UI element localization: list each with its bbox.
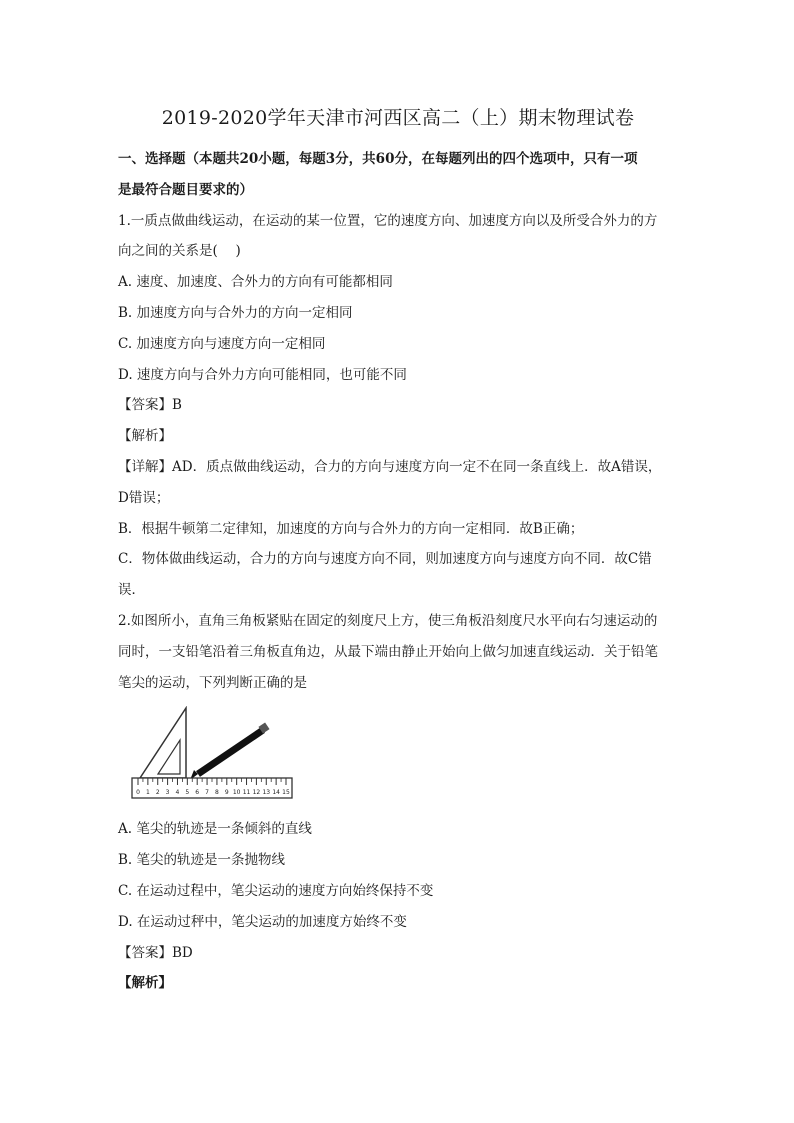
question-2-option-a: A. 笔尖的轨迹是一条倾斜的直线 [118,821,312,838]
question-1-detail-line-3: B．根据牛顿第二定律知，加速度的方向与合外力的方向一定相同．故B正确； [118,520,584,537]
question-1-detail-line-2: D错误； [118,489,170,506]
ruler-number: 13 [262,789,271,797]
ruler-number: 0 [136,789,140,797]
ruler-triangle-pencil-figure [128,706,298,806]
pencil-icon [190,723,270,781]
ruler-number: 6 [195,789,200,797]
question-1-detail-line-5: 误． [118,582,145,599]
question-1-stem-line-2: 向之间的关系是( ) [118,243,241,260]
question-1-detail-line-4: C．物体做曲线运动，合力的方向与速度方向不同，则加速度方向与速度方向不同．故C错 [118,551,652,568]
set-square-outer [140,708,186,778]
question-2-answer: 【答案】BD [118,944,193,961]
question-1-option-c: C. 加速度方向与速度方向一定相同 [118,335,326,352]
ruler-number: 10 [232,789,241,797]
question-1-stem-line-1: 1.一质点做曲线运动，在运动的某一位置，它的速度方向、加速度方向以及所受合外力的方 [118,212,658,229]
question-2-option-d: D. 在运动过秤中，笔尖运动的加速度方始终不变 [118,913,407,930]
question-1-analysis-label: 【解析】 [118,428,172,445]
question-2-stem-line-2: 同时，一支铅笔沿着三角板直角边，从最下端由静止开始向上做匀加速直线运动．关于铅笔 [118,643,658,660]
question-2-option-b: B. 笔尖的轨迹是一条抛物线 [118,852,286,869]
ruler-number: 11 [242,789,251,797]
section-heading-line-1: 一、选择题（本题共20小题，每题3分，共60分，在每题列出的四个选项中，只有一项 [118,151,638,167]
question-1-detail-line-1: 【详解】AD．质点做曲线运动，合力的方向与速度方向一定不在同一条直线上．故A错误， [118,458,662,475]
ruler-number: 5 [185,789,190,797]
ruler-number: 1 [145,789,150,797]
ruler-number: 2 [155,789,160,797]
exam-page [118,100,678,999]
section-heading-line-2: 是最符合题目要求的） [118,181,253,198]
question-1-option-a: A. 速度、加速度、合外力的方向有可能都相同 [118,274,393,291]
question-2-option-c: C. 在运动过程中，笔尖运动的速度方向始终保持不变 [118,882,434,899]
ruler-number: 3 [165,789,170,797]
question-2-stem-line-1: 2.如图所小，直角三角板紧贴在固定的刻度尺上方，使三角板沿刻度尺水平向右匀速运动的 [118,612,658,629]
question-1-answer: 【答案】B [118,397,182,414]
ruler-number: 7 [205,789,209,797]
ruler-number: 9 [224,789,229,797]
ruler-number: 12 [252,789,261,797]
ruler-number: 4 [175,789,180,797]
ruler-number: 15 [282,789,290,797]
page-title: 2019-2020学年天津市河西区高二（上）期末物理试卷 [161,107,635,129]
question-1-option-b: B. 加速度方向与合外力的方向一定相同 [118,304,353,321]
question-2-analysis-label: 【解析】 [118,975,172,992]
ruler-number: 14 [272,789,280,797]
ruler-number: 8 [215,789,219,797]
question-2-stem-line-3: 笔尖的运动，下列判断正确的是 [118,674,307,691]
figure-svg [128,706,298,806]
question-1-option-d: D. 速度方向与合外力方向可能相同，也可能不同 [118,366,407,383]
